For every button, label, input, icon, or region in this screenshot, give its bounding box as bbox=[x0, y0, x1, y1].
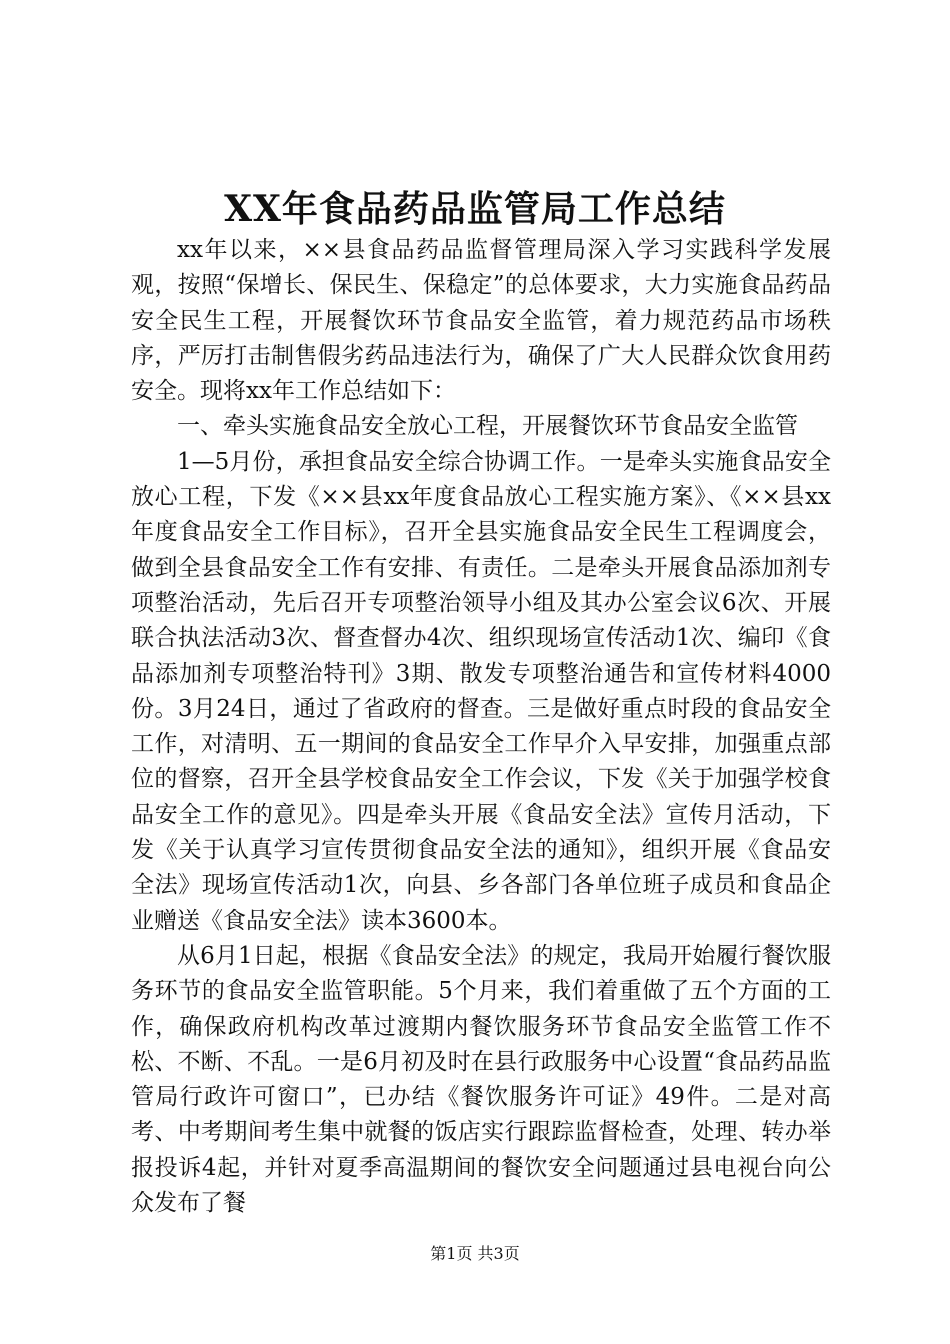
document-title: XX年食品药品监管局工作总结 bbox=[224, 188, 726, 230]
paragraph-coordination: 1—5月份，承担食品安全综合协调工作。一是牵头实施食品安全放心工程，下发《××县xx年度食品放心工程实施方案》、《××县xx年度食品安全工作目标》，召开全县实施食品安全民生工程调度会，做到全县食品安全工作有安排、有责任。二是牵头开展食品添加剂专项整治活动，先后召开专项整治领导小组及其办公室会议6次、开展联合执法活动3次、督查督办4次、组织现场宣传活动1次、编印《食品添加剂专项整治特刊》3期、散发专项整治通告和宣传材料4000份。3月24日，通过了省政府的督查。三是做好重点时段的食品安全工作，对清明、五一期间的食品安全工作早介入早安排，加强重点部位的督察，召开全县学校食品安全工作会议，下发《关于加强学校食品安全工作的意见》。四是牵头开展《食品安全法》宣传月活动，下发《关于认真学习宣传贯彻食品安全法的通知》，组织开展《食品安全法》现场宣传活动1次，向县、乡各部门各单位班子成员和食品企业赠送《食品安全法》读本3600本。 bbox=[131, 448, 831, 934]
paragraph-intro: xx年以来，××县食品药品监督管理局深入学习实践科学发展观，按照“保增长、保民生、保稳定”的总体要求，大力实施食品药品安全民生工程，开展餐饮环节食品安全监管，着力规范药品市场秩序，严厉打击制售假劣药品违法行为，确保了广大人民群众饮食用药安全。现将xx年工作总结如下： bbox=[131, 237, 831, 405]
paragraph-catering: 从6月1日起，根据《食品安全法》的规定，我局开始履行餐饮服务环节的食品安全监管职能。5个月来，我们着重做了五个方面的工作，确保政府机构改革过渡期内餐饮服务环节食品安全监管工作不松、不断、不乱。一是6月初及时在县行政服务中心设置“食品药品监管局行政许可窗口”，已办结《餐饮服务许可证》49件。二是对高考、中考期间考生集中就餐的饭店实行跟踪监督检查，处理、转办举报投诉4起，并针对夏季高温期间的餐饮安全问题通过县电视台向公众发布了餐 bbox=[131, 942, 831, 1217]
section-heading-1: 一、牵头实施食品安全放心工程，开展餐饮环节食品安全监管 bbox=[177, 413, 798, 440]
document-body bbox=[131, 233, 831, 1221]
page-number-footer: 第1页 共3页 bbox=[430, 1244, 520, 1263]
